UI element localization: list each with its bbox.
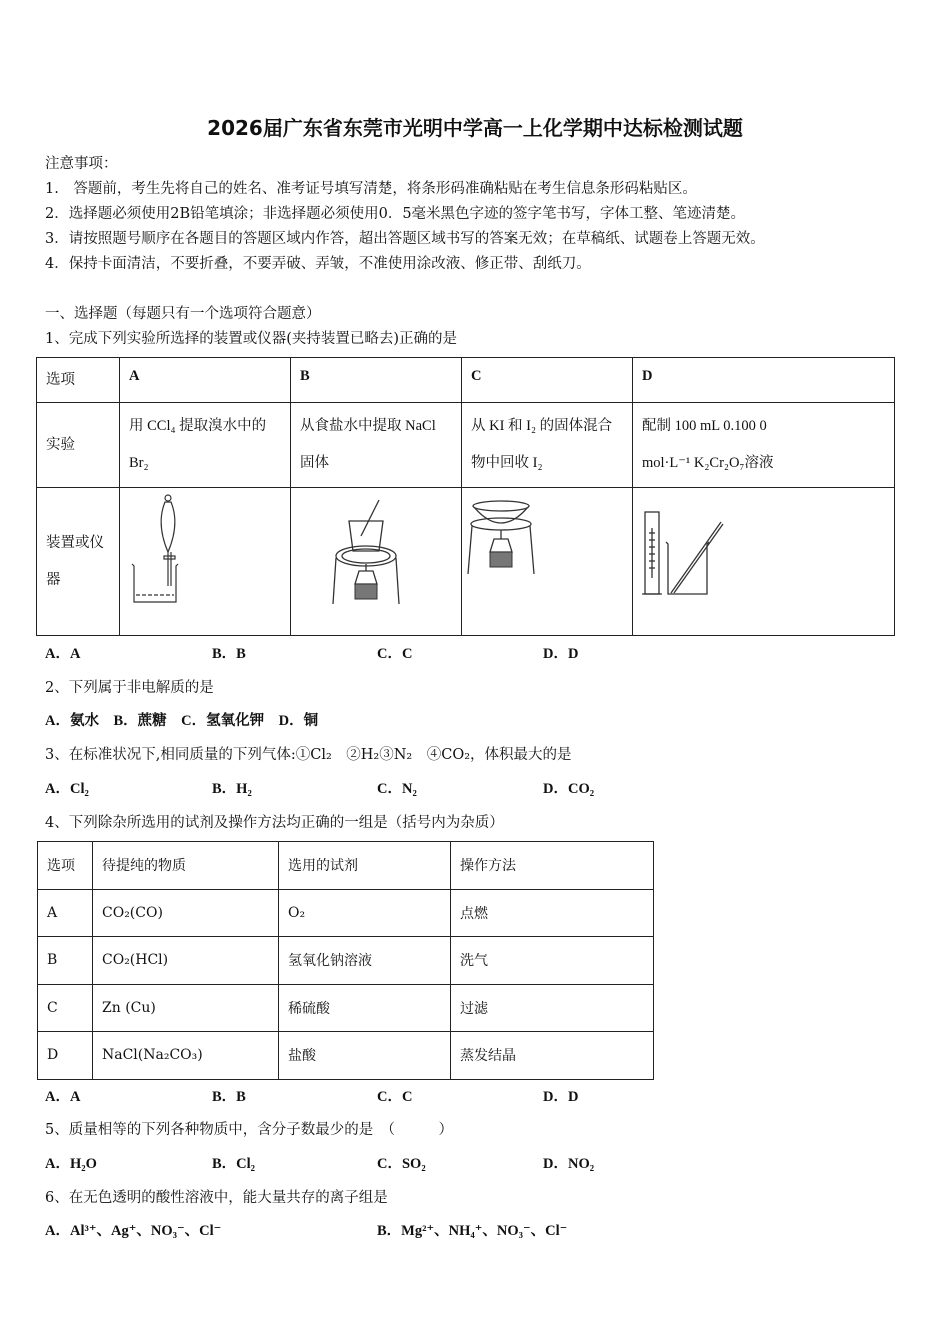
question-3-stem: 3、在标准状况下,相同质量的下列气体:①Cl₂ ②H₂③N₂ ④CO₂，体积最大的是	[45, 747, 572, 763]
notice-item-1: 1. 答题前，考生先将自己的姓名、准考证号填写清楚，将条形码准确粘贴在考生信息条形码粘贴区。	[45, 181, 697, 197]
q6-option-a[interactable]: A．Al³⁺、Ag⁺、NO₃⁻、Cl⁻	[45, 1223, 222, 1239]
row-label-apparatus: 装置或仪器	[37, 488, 120, 636]
question-1-table	[36, 357, 895, 636]
cell: 点燃	[451, 889, 654, 937]
apparatus-c	[462, 488, 633, 636]
question-2-stem: 2、下列属于非电解质的是	[45, 680, 214, 696]
experiment-d-line1: 配制 100 mL 0.100 0	[642, 418, 767, 434]
cell: 洗气	[451, 937, 654, 985]
cell: D	[38, 1032, 93, 1080]
q6-option-b[interactable]: B．Mg²⁺、NH₄⁺、NO₃⁻、Cl⁻	[377, 1223, 568, 1239]
table-row	[38, 937, 654, 985]
q3-option-b[interactable]: B．H₂	[212, 781, 252, 797]
q3-option-a[interactable]: A．Cl₂	[45, 781, 89, 797]
evaporation-apparatus-icon	[331, 496, 411, 606]
header-method: 操作方法	[451, 842, 654, 890]
q5-option-c[interactable]: C．SO₂	[377, 1156, 426, 1172]
experiment-a-line2: Br₂	[129, 455, 149, 471]
table-row	[38, 889, 654, 937]
cell: NaCl(Na₂CO₃)	[93, 1032, 279, 1080]
row-label-experiment: 实验	[37, 403, 120, 488]
question-4-stem: 4、下列除杂所选用的试剂及操作方法均正确的一组是（括号内为杂质）	[45, 815, 504, 831]
cell: 稀硫酸	[279, 984, 451, 1032]
cell: C	[38, 984, 93, 1032]
header-option: 选项	[38, 842, 93, 890]
q1-option-a[interactable]: A．A	[45, 646, 81, 662]
separatory-funnel-icon	[128, 494, 198, 604]
q3-option-c[interactable]: C．N₂	[377, 781, 417, 797]
table-row	[38, 984, 654, 1032]
column-header-a: A	[120, 358, 291, 403]
q1-option-d[interactable]: D．D	[543, 646, 579, 662]
notice-heading: 注意事项：	[45, 156, 118, 172]
table-row	[37, 358, 895, 403]
experiment-c	[462, 403, 633, 488]
page-title: 2026届广东省东莞市光明中学高一上化学期中达标检测试题	[207, 116, 743, 140]
question-6-stem: 6、在无色透明的酸性溶液中，能大量共存的离子组是	[45, 1190, 388, 1206]
cell: 氢氧化钠溶液	[279, 937, 451, 985]
graduated-cylinder-beaker-icon	[641, 498, 731, 598]
header-substance: 待提纯的物质	[93, 842, 279, 890]
cell: 盐酸	[279, 1032, 451, 1080]
q1-option-b[interactable]: B．B	[212, 646, 246, 662]
notice-item-2: 2．选择题必须使用2B铅笔填涂；非选择题必须使用0．5毫米黑色字迹的签字笔书写，字体工整、笔迹清楚。	[45, 206, 746, 222]
cell: CO₂(CO)	[93, 889, 279, 937]
q2-options[interactable]: A．氨水 B．蔗糖 C．氢氧化钾 D．铜	[45, 713, 319, 729]
q4-option-c[interactable]: C．C	[377, 1089, 413, 1105]
experiment-c-line1: 从 KI 和 I₂ 的固体混合	[471, 418, 613, 434]
q1-option-c[interactable]: C．C	[377, 646, 413, 662]
row-label-option: 选项	[37, 358, 120, 403]
q4-option-a[interactable]: A．A	[45, 1089, 81, 1105]
apparatus-d	[633, 488, 895, 636]
experiment-d	[633, 403, 895, 488]
cell: A	[38, 889, 93, 937]
notice-item-3: 3．请按照题号顺序在各题目的答题区域内作答，超出答题区域书写的答案无效；在草稿纸、试题卷上答题无效。	[45, 231, 765, 247]
column-header-c: C	[462, 358, 633, 403]
cell: O₂	[279, 889, 451, 937]
notice-item-4: 4．保持卡面清洁，不要折叠，不要弄破、弄皱，不准使用涂改液、修正带、刮纸刀。	[45, 256, 591, 272]
q4-option-b[interactable]: B．B	[212, 1089, 246, 1105]
table-row	[37, 403, 895, 488]
question-1-stem: 1、完成下列实验所选择的装置或仪器(夹持装置已略去)正确的是	[45, 331, 458, 347]
cell: Zn (Cu)	[93, 984, 279, 1032]
question-4-table	[37, 841, 654, 1080]
column-header-d: D	[633, 358, 895, 403]
experiment-a	[120, 403, 291, 488]
column-header-b: B	[291, 358, 462, 403]
experiment-a-line1: 用 CCl₄ 提取溴水中的	[129, 418, 267, 434]
q5-option-d[interactable]: D．NO₂	[543, 1156, 595, 1172]
experiment-b-line1: 从食盐水中提取 NaCl	[300, 418, 436, 434]
question-5-stem: 5、质量相等的下列各种物质中，含分子数最少的是 （ ）	[45, 1122, 453, 1138]
experiment-d-line2: mol·L⁻¹ K₂Cr₂O₇溶液	[642, 455, 774, 471]
cell: 蒸发结晶	[451, 1032, 654, 1080]
cell: 过滤	[451, 984, 654, 1032]
table-row	[37, 488, 895, 636]
experiment-c-line2: 物中回收 I₂	[471, 455, 543, 471]
cell: CO₂(HCl)	[93, 937, 279, 985]
table-row	[38, 842, 654, 890]
q3-option-d[interactable]: D．CO₂	[543, 781, 595, 797]
experiment-b	[291, 403, 462, 488]
experiment-b-line2: 固体	[300, 455, 329, 471]
q4-option-d[interactable]: D．D	[543, 1089, 579, 1105]
section-heading: 一、选择题（每题只有一个选项符合题意）	[45, 306, 321, 322]
apparatus-a	[120, 488, 291, 636]
q5-option-b[interactable]: B．Cl₂	[212, 1156, 256, 1172]
apparatus-b	[291, 488, 462, 636]
cell: B	[38, 937, 93, 985]
sublimation-apparatus-icon	[466, 494, 546, 584]
table-row	[38, 1032, 654, 1080]
header-reagent: 选用的试剂	[279, 842, 451, 890]
q5-option-a[interactable]: A．H₂O	[45, 1156, 97, 1172]
